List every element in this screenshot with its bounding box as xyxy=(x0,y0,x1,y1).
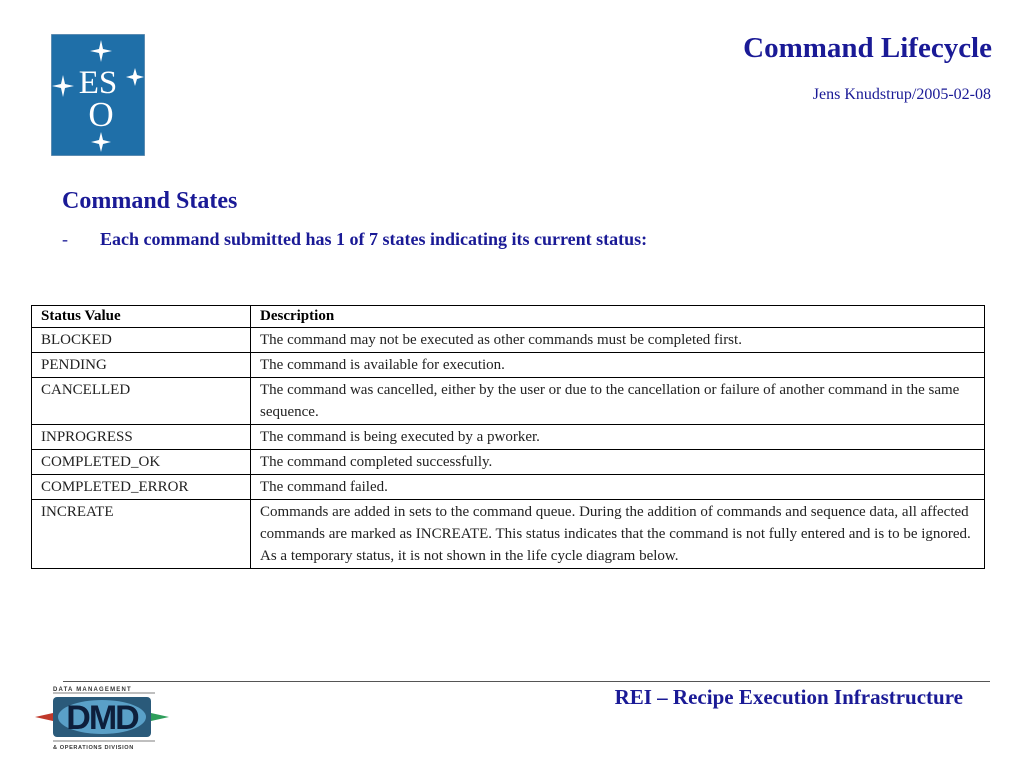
svg-text:DATA MANAGEMENT: DATA MANAGEMENT xyxy=(53,687,132,693)
bullet-text: Each command submitted has 1 of 7 states indicating its current status: xyxy=(100,229,648,249)
eso-logo xyxy=(51,34,145,156)
description-cell: The command was cancelled, either by the user or due to the cancellation or failure of another command in the same sequence. xyxy=(251,378,985,425)
description-cell: The command completed successfully. xyxy=(251,450,985,475)
description-cell: The command is available for execution. xyxy=(251,353,985,378)
status-cell: BLOCKED xyxy=(32,328,251,353)
page-title: Command Lifecycle xyxy=(743,32,992,64)
status-cell: INPROGRESS xyxy=(32,425,251,450)
status-cell: INCREATE xyxy=(32,500,251,569)
footer-title: REI – Recipe Execution Infrastructure xyxy=(614,685,963,709)
bullet-marker: - xyxy=(62,229,68,249)
table-row xyxy=(32,450,985,475)
dmd-logo xyxy=(33,683,173,753)
table-row xyxy=(32,353,985,378)
table-row xyxy=(32,500,985,569)
description-cell: The command is being executed by a pworker. xyxy=(251,425,985,450)
footer-divider xyxy=(63,681,990,682)
status-cell: CANCELLED xyxy=(32,378,251,425)
table-row xyxy=(32,425,985,450)
description-cell: The command failed. xyxy=(251,475,985,500)
svg-text:& OPERATIONS DIVISION: & OPERATIONS DIVISION xyxy=(53,745,134,751)
table-row xyxy=(32,378,985,425)
column-header-description: Description xyxy=(251,306,985,328)
description-cell: Commands are added in sets to the command queue. During the addition of commands and sequence data, all affected commands are marked as INCREATE. This status indicates that the command is not fully entered and is to be ignored. As a temporary status, it is not shown in the life cycle diagram below. xyxy=(251,500,985,569)
column-header-status: Status Value xyxy=(32,306,251,328)
table-row xyxy=(32,475,985,500)
bullet-item xyxy=(62,229,647,250)
table-header-row xyxy=(32,306,985,328)
author-date: Jens Knudstrup/2005-02-08 xyxy=(812,86,991,103)
status-cell: PENDING xyxy=(32,353,251,378)
svg-text:DMD: DMD xyxy=(66,699,138,737)
status-table xyxy=(31,305,985,569)
svg-text:O: O xyxy=(88,95,114,134)
svg-text:ES: ES xyxy=(78,65,118,101)
status-cell: COMPLETED_OK xyxy=(32,450,251,475)
table-row xyxy=(32,328,985,353)
section-heading: Command States xyxy=(62,188,238,214)
status-cell: COMPLETED_ERROR xyxy=(32,475,251,500)
description-cell: The command may not be executed as other commands must be completed first. xyxy=(251,328,985,353)
